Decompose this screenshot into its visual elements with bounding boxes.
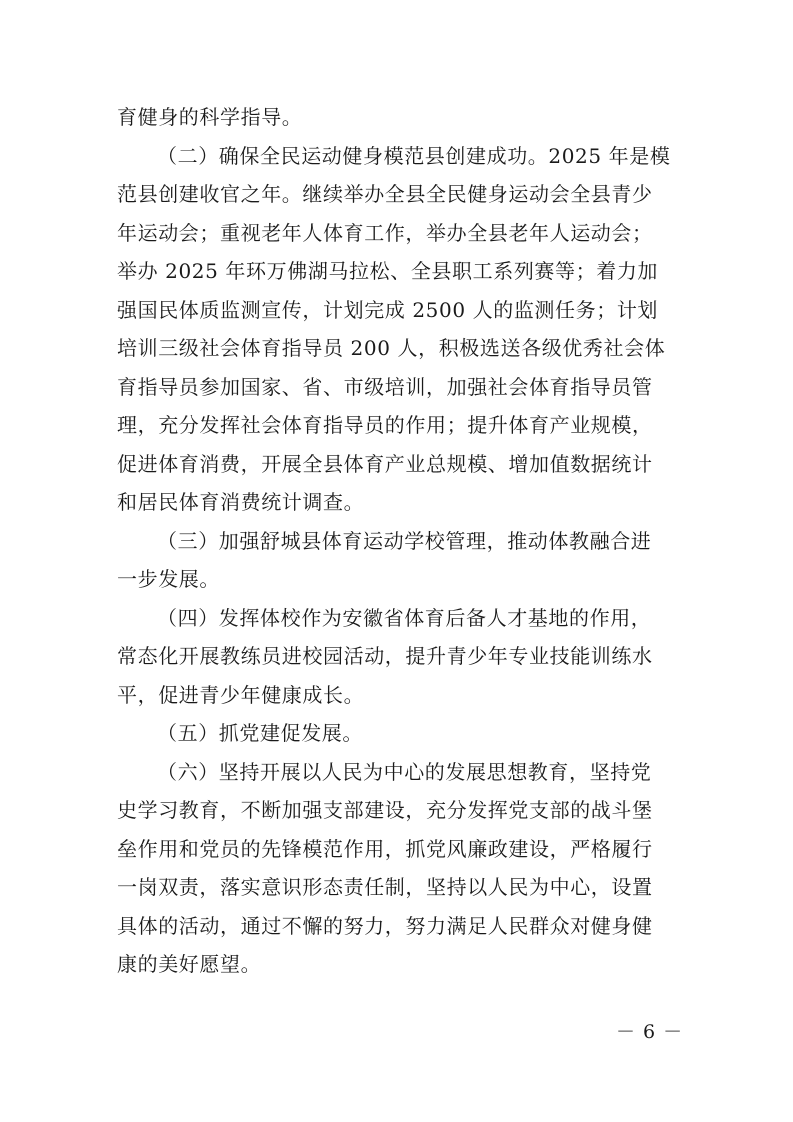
text-line: 育健身的科学指导。 (117, 105, 303, 129)
text-line: （四）发挥体校作为安徽省体育后备人才基地的作用， (157, 605, 652, 630)
text-line: 平，促进青少年健康成长。 (117, 682, 365, 707)
text-line: 常态化开展教练员进校园活动，提升青少年专业技能训练水 (117, 644, 653, 668)
text-line: （三）加强舒城县体育运动学校管理，推动体教融合进 (157, 528, 652, 553)
text-line: 强国民体质监测宣传，计划完成 2500 人的监测任务；计划 (117, 297, 659, 322)
text-line: （五）抓党建促发展。 (157, 721, 363, 745)
text-line: 培训三级社会体育指导员 200 人，积极选送各级优秀社会体 (117, 336, 666, 360)
text-line: 促进体育消费，开展全县体育产业总规模、增加值数据统计 (117, 451, 653, 476)
text-line: 垒作用和党员的先锋模范作用，抓党风廉政建设，严格履行 (117, 836, 653, 861)
text-line: 和居民体育消费统计调查。 (117, 490, 365, 514)
text-line: （二）确保全民运动健身模范县创建成功。2025 年是模 (157, 143, 671, 168)
text-line: 年运动会；重视老年人体育工作，举办全县老年人运动会； (117, 220, 653, 245)
text-line: 史学习教育，不断加强支部建设，充分发挥党支部的战斗堡 (117, 798, 653, 822)
text-line: 育指导员参加国家、省、市级培训，加强社会体育指导员管 (117, 374, 653, 399)
page-number: － 6 － (616, 1021, 684, 1043)
text-line: 范县创建收官之年。继续举办全县全民健身运动会全县青少 (117, 182, 653, 206)
text-line: 理，充分发挥社会体育指导员的作用；提升体育产业规模， (117, 413, 653, 437)
text-line: 举办 2025 年环万佛湖马拉松、全县职工系列赛等；着力加 (117, 259, 659, 283)
text-line: （六）坚持开展以人民为中心的发展思想教育，坚持党 (157, 759, 652, 784)
text-line: 康的美好愿望。 (117, 952, 262, 976)
text-line: 一岗双责，落实意识形态责任制，坚持以人民为中心，设置 (117, 875, 653, 899)
text-line: 具体的活动，通过不懈的努力，努力满足人民群众对健身健 (117, 913, 653, 938)
text-line: 一步发展。 (117, 567, 220, 591)
body-text (117, 98, 677, 984)
